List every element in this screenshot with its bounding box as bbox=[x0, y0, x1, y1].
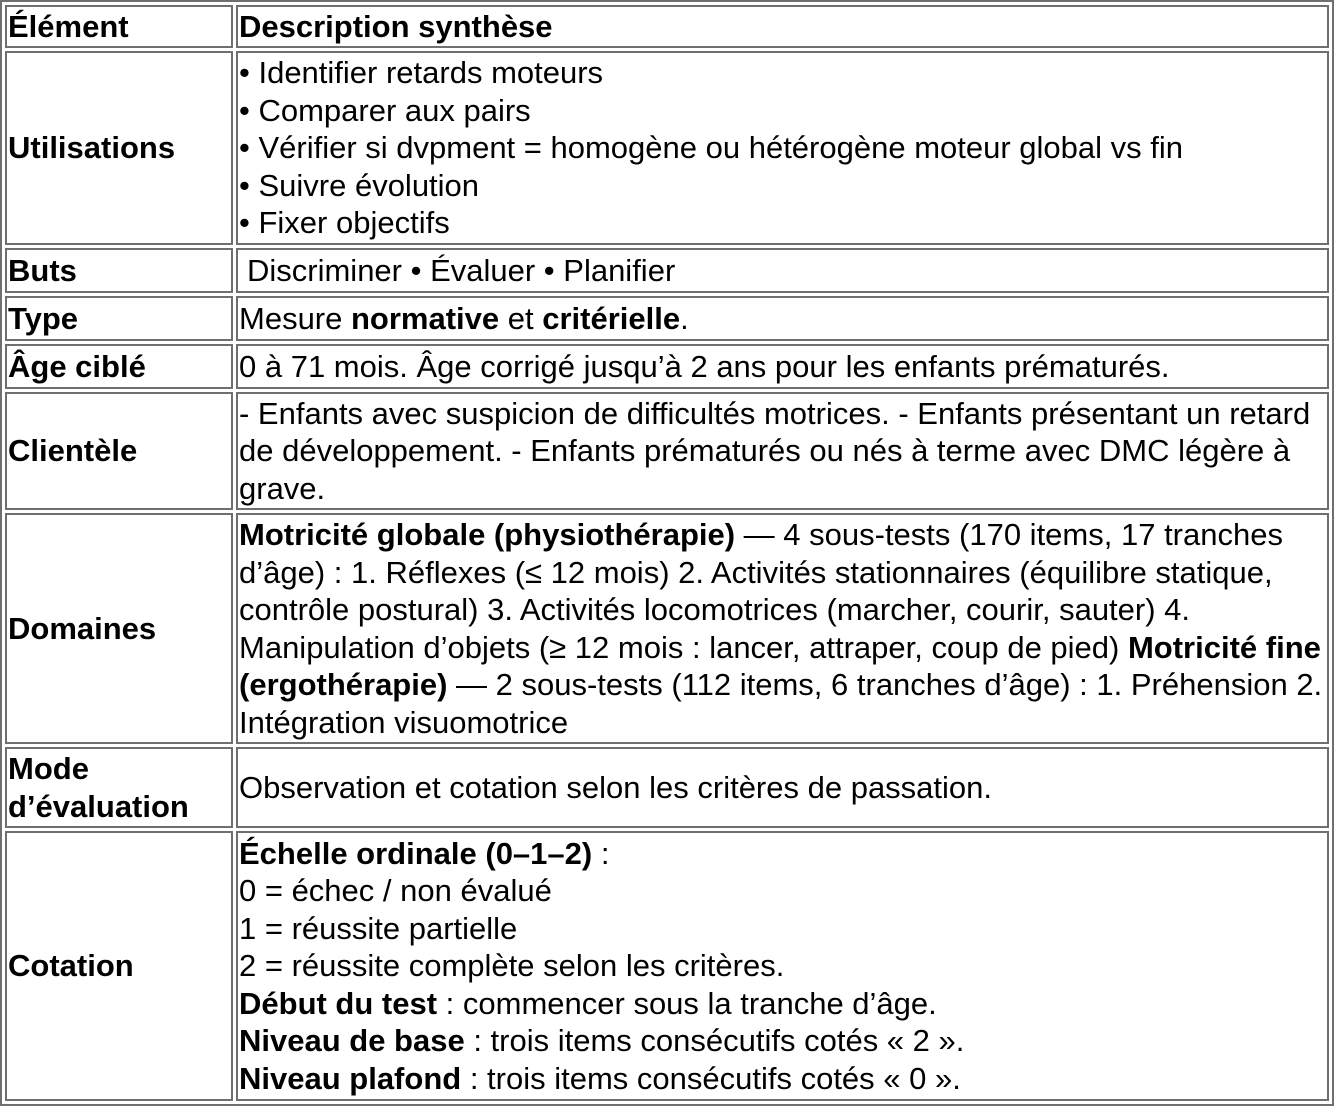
domaine-globale-text: — 4 sous-tests (170 items, 17 tranches d’âge) : 1. Réflexes (≤ 12 mois) 2. Activités stationnaires (équilibre statique, contrôle postural) 3. Activités locomotrices (marcher, courir, sauter) 4. Manipulation d’objets (≥ 12 mois : lancer, attraper, coup de pied) bbox=[239, 517, 1283, 665]
cotation-base-title: Niveau de base bbox=[239, 1023, 465, 1059]
row-utilisations bbox=[5, 51, 1329, 245]
value-type bbox=[236, 296, 1329, 341]
label-mode-line1: Mode bbox=[8, 751, 89, 786]
label-utilisations: Utilisations bbox=[5, 51, 233, 245]
cotation-plafond-text: : trois items consécutifs cotés « 0 ». bbox=[461, 1060, 961, 1096]
cotation-score-2: 2 = réussite complète selon les critères. bbox=[239, 948, 785, 984]
row-domaines bbox=[5, 513, 1329, 744]
cotation-base bbox=[239, 1022, 1326, 1060]
header-row bbox=[5, 5, 1329, 48]
domaine-motricite-globale: Motricité globale (physiothérapie) bbox=[239, 517, 736, 552]
label-mode bbox=[5, 747, 233, 828]
label-type: Type bbox=[5, 296, 233, 341]
buts-text: Discriminer • Évaluer • Planifier bbox=[247, 252, 676, 288]
type-text-3: . bbox=[680, 300, 689, 336]
label-cotation: Cotation bbox=[5, 831, 233, 1101]
value-age: 0 à 71 mois. Âge corrigé jusqu’à 2 ans pour les enfants prématurés. bbox=[236, 344, 1329, 389]
label-buts: Buts bbox=[5, 248, 233, 293]
cotation-plafond-title: Niveau plafond bbox=[239, 1060, 462, 1096]
domaine-motricite-fine: Motricité fine (ergothérapie) bbox=[239, 629, 1321, 702]
cotation-plafond bbox=[239, 1060, 1326, 1098]
label-clientele: Clientèle bbox=[5, 392, 233, 510]
type-normative: normative bbox=[350, 300, 500, 336]
row-cotation bbox=[5, 831, 1329, 1101]
cotation-debut-title: Début du test bbox=[239, 985, 438, 1021]
list-item: • Suivre évolution bbox=[239, 167, 480, 203]
header-cell-element: Élément bbox=[5, 5, 233, 48]
cotation-debut-text: : commencer sous la tranche d’âge. bbox=[437, 985, 937, 1021]
list-item: • Identifier retards moteurs bbox=[239, 55, 604, 91]
value-buts bbox=[236, 248, 1329, 293]
type-text-1: Mesure bbox=[239, 300, 351, 336]
list-item: • Fixer objectifs bbox=[239, 205, 450, 241]
row-mode bbox=[5, 747, 1329, 828]
row-buts bbox=[5, 248, 1329, 293]
value-mode: Observation et cotation selon les critères de passation. bbox=[236, 747, 1329, 828]
cotation-score-1: 1 = réussite partielle bbox=[239, 910, 518, 946]
list-item: • Comparer aux pairs bbox=[239, 92, 531, 128]
type-text-2: et bbox=[499, 300, 543, 336]
cotation-debut bbox=[239, 985, 1326, 1023]
row-clientele bbox=[5, 392, 1329, 510]
label-domaines: Domaines bbox=[5, 513, 233, 744]
label-age: Âge ciblé bbox=[5, 344, 233, 389]
cotation-base-text: : trois items consécutifs cotés « 2 ». bbox=[464, 1023, 965, 1059]
type-criterielle: critérielle bbox=[542, 300, 681, 336]
cotation-scale-colon: : bbox=[592, 835, 610, 871]
value-utilisations bbox=[236, 51, 1329, 245]
header-cell-description: Description synthèse bbox=[236, 5, 1329, 48]
row-type bbox=[5, 296, 1329, 341]
list-item: • Vérifier si dvpment = homogène ou hétérogène moteur global vs fin bbox=[239, 130, 1183, 166]
label-mode-line2: d’évaluation bbox=[8, 788, 189, 824]
value-domaines bbox=[236, 513, 1329, 744]
cotation-score-0: 0 = échec / non évalué bbox=[239, 873, 552, 909]
cotation-scale bbox=[239, 835, 1326, 873]
value-clientele: - Enfants avec suspicion de difficultés motrices. - Enfants présentant un retard de développement. - Enfants prématurés ou nés à terme avec DMC légère à grave. bbox=[236, 392, 1329, 510]
value-cotation bbox=[236, 831, 1329, 1101]
row-age bbox=[5, 344, 1329, 389]
cotation-scale-title: Échelle ordinale (0–1–2) bbox=[239, 835, 593, 871]
domaine-fine-text: — 2 sous-tests (112 items, 6 tranches d’âge) : 1. Préhension 2. Intégration visuomotrice bbox=[239, 667, 1323, 740]
